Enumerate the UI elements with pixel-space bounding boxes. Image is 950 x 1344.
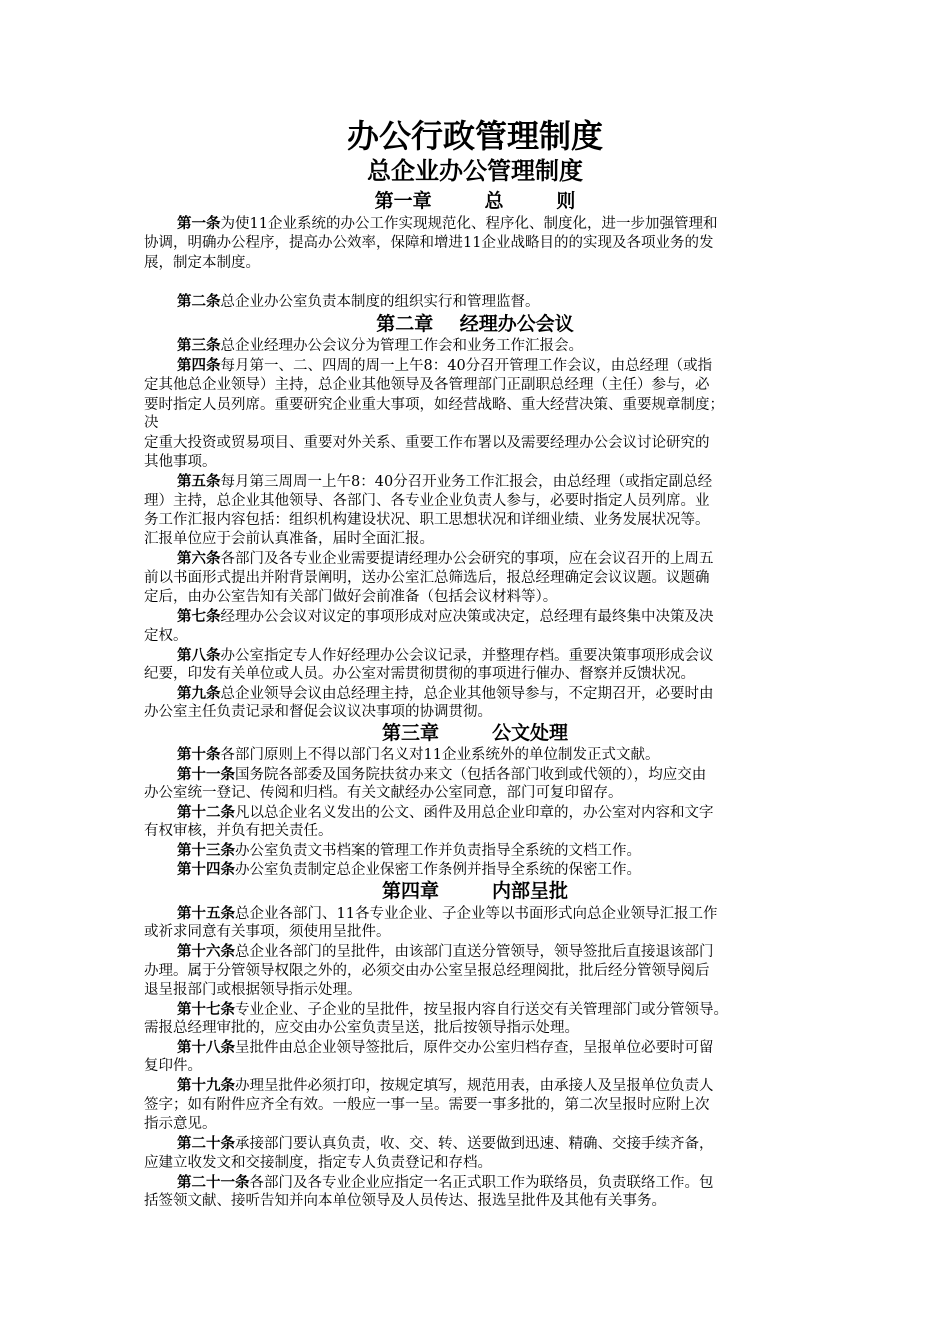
article-label: 第五条 bbox=[177, 473, 221, 490]
article-label: 第十六条 bbox=[177, 943, 235, 960]
article-label: 第十七条 bbox=[177, 1001, 235, 1018]
article-16-line-2: 办理。属于分管领导权限之外的，必须交由办公室呈报总经理阅批，批后经分管领导阅后 bbox=[144, 963, 710, 979]
article-7-line-1: 第七条经理办公会议对议定的事项形成对应决策或决定，总经理有最终集中决策及决 bbox=[177, 608, 714, 625]
article-4-line-2: 定其他总企业领导）主持，总企业其他领导及各管理部门正副职总经理（主任）参与，必 bbox=[144, 377, 710, 393]
document-title: 办公行政管理制度 bbox=[346, 117, 603, 155]
article-label: 第八条 bbox=[177, 647, 221, 664]
article-label: 第十九条 bbox=[177, 1077, 235, 1094]
article-3-line-1: 第三条总企业经理办公会议分为管理工作会和业务工作汇报会。 bbox=[177, 337, 583, 354]
article-label: 第十条 bbox=[177, 746, 221, 763]
article-label: 第十三条 bbox=[177, 842, 235, 859]
article-4-line-6: 其他事项。 bbox=[144, 454, 217, 470]
article-label: 第十一条 bbox=[177, 766, 235, 783]
article-6-line-3: 定后，由办公室告知有关部门做好会前准备（包括会议材料等）。 bbox=[144, 589, 558, 605]
article-1-line-2: 协调，明确办公程序，提高办公效率，保障和增进11企业战略目的的实现及各项业务的发 bbox=[144, 235, 714, 251]
chapter-heading-3: 第三章 公文处理 bbox=[382, 722, 568, 744]
article-label: 第六条 bbox=[177, 550, 221, 567]
article-18-line-2: 复印件。 bbox=[144, 1058, 202, 1074]
article-17-line-1: 第十七条专业企业、子企业的呈批件，按呈报内容自行送交有关管理部门或分管领导。 bbox=[177, 1001, 728, 1018]
article-label: 第十八条 bbox=[177, 1039, 235, 1056]
article-1-line-1: 第一条为使11企业系统的办公工作实现规范化、程序化、制度化，进一步加强管理和 bbox=[177, 215, 718, 232]
article-16-line-1: 第十六条总企业各部门的呈批件，由该部门直送分管领导，领导签批后直接退该部门 bbox=[177, 943, 714, 960]
chapter-heading-2: 第二章 经理办公会议 bbox=[376, 313, 574, 335]
article-5-line-1: 第五条每月第三周周一上午8：40分召开业务工作汇报会，由总经理（或指定副总经 bbox=[177, 473, 713, 490]
article-label: 第七条 bbox=[177, 608, 221, 625]
article-20-line-2: 应建立收发文和交接制度，指定专人负责登记和存档。 bbox=[144, 1155, 492, 1171]
article-4-line-5: 定重大投资或贸易项目、重要对外关系、重要工作布署以及需要经理办公会议讨论研究的 bbox=[144, 435, 710, 451]
article-9-line-2: 办公室主任负责记录和督促会议议决事项的协调贯彻。 bbox=[144, 704, 492, 720]
article-19-line-3: 指示意见。 bbox=[144, 1116, 217, 1132]
article-15-line-1: 第十五条总企业各部门、11各专业企业、子企业等以书面形式向总企业领导汇报工作 bbox=[177, 905, 718, 922]
article-4-line-4: 决 bbox=[144, 415, 159, 431]
article-label: 第二十一条 bbox=[177, 1174, 250, 1191]
chapter-heading-4: 第四章 内部呈批 bbox=[382, 880, 568, 902]
article-12-line-1: 第十二条凡以总企业名义发出的公文、函件及用总企业印章的，办公室对内容和文字 bbox=[177, 804, 714, 821]
article-20-line-1: 第二十条承接部门要认真负责，收、交、转、送要做到迅速、精确、交接手续齐备， bbox=[177, 1135, 714, 1152]
article-19-line-1: 第十九条办理呈批件必须打印，按规定填写，规范用表，由承接人及呈报单位负责人 bbox=[177, 1077, 714, 1094]
article-14-line-1: 第十四条办公室负责制定总企业保密工作条例并指导全系统的保密工作。 bbox=[177, 861, 641, 878]
article-16-line-3: 退呈报部门或根据领导指示处理。 bbox=[144, 982, 362, 998]
article-label: 第十五条 bbox=[177, 905, 235, 922]
article-15-line-2: 或祈求同意有关事项，须使用呈批件。 bbox=[144, 924, 391, 940]
chapter-heading-1: 第一章 总 则 bbox=[374, 190, 576, 212]
article-8-line-1: 第八条办公室指定专人作好经理办公会议记录，并整理存档。重要决策事项形成会议 bbox=[177, 647, 714, 664]
article-label: 第二十条 bbox=[177, 1135, 235, 1152]
document-subtitle: 总企业办公管理制度 bbox=[367, 157, 583, 185]
article-19-line-2: 签字；如有附件应齐全有效。一般应一事一呈。需要一事多批的，第二次呈报时应附上次 bbox=[144, 1097, 710, 1113]
article-5-line-3: 务工作汇报内容包括：组织机构建设状况、职工思想状况和详细业绩、业务发展状况等。 bbox=[144, 512, 710, 528]
article-11-line-2: 办公室统一登记、传阅和归档。有关文献经办公室同意，部门可复印留存。 bbox=[144, 785, 623, 801]
article-5-line-2: 理）主持，总企业其他领导、各部门、各专业企业负责人参与，必要时指定人员列席。业 bbox=[144, 493, 710, 509]
article-6-line-1: 第六条各部门及各专业企业需要提请经理办公会研究的事项，应在会议召开的上周五 bbox=[177, 550, 714, 567]
article-18-line-1: 第十八条呈批件由总企业领导签批后，原件交办公室归档存查，呈报单位必要时可留 bbox=[177, 1039, 714, 1056]
article-4-line-1: 第四条每月第一、二、四周的周一上午8：40分召开管理工作会议，由总经理（或指 bbox=[177, 357, 713, 374]
article-13-line-1: 第十三条办公室负责文书档案的管理工作并负责指导全系统的文档工作。 bbox=[177, 842, 641, 859]
article-12-line-2: 有权审核，并负有把关责任。 bbox=[144, 823, 333, 839]
article-10-line-1: 第十条各部门原则上不得以部门名义对11企业系统外的单位制发正式文献。 bbox=[177, 746, 660, 763]
article-2-line-1: 第二条总企业办公室负责本制度的组织实行和管理监督。 bbox=[177, 293, 540, 310]
article-21-line-1: 第二十一条各部门及各专业企业应指定一名正式职工作为联络员，负责联络工作。包 bbox=[177, 1174, 714, 1191]
article-label: 第二条 bbox=[177, 293, 221, 310]
article-8-line-2: 纪要，印发有关单位或人员。办公室对需贯彻贯彻的事项进行催办、督察并反馈状况。 bbox=[144, 666, 695, 682]
article-label: 第三条 bbox=[177, 337, 221, 354]
article-label: 第一条 bbox=[177, 215, 221, 232]
article-5-line-4: 汇报单位应于会前认真准备，届时全面汇报。 bbox=[144, 531, 434, 547]
article-label: 第九条 bbox=[177, 685, 221, 702]
article-label: 第十四条 bbox=[177, 861, 235, 878]
article-6-line-2: 前以书面形式提出并附背景阐明，送办公室汇总筛选后，报总经理确定会议议题。议题确 bbox=[144, 570, 710, 586]
article-7-line-2: 定权。 bbox=[144, 628, 188, 644]
article-4-line-3: 要时指定人员列席。重要研究企业重大事项，如经营战略、重大经营决策、重要规章制度； bbox=[144, 397, 724, 413]
article-21-line-2: 括签领文献、接听告知并向本单位领导及人员传达、报选呈批件及其他有关事务。 bbox=[144, 1193, 666, 1209]
article-1-line-3: 展，制定本制度。 bbox=[144, 255, 260, 271]
article-label: 第十二条 bbox=[177, 804, 235, 821]
article-9-line-1: 第九条总企业领导会议由总经理主持，总企业其他领导参与，不定期召开，必要时由 bbox=[177, 685, 714, 702]
article-17-line-2: 需报总经理审批的，应交由办公室负责呈送，批后按领导指示处理。 bbox=[144, 1020, 579, 1036]
article-label: 第四条 bbox=[177, 357, 221, 374]
article-11-line-1: 第十一条国务院各部委及国务院扶贫办来文（包括各部门收到或代领的），均应交由 bbox=[177, 766, 707, 783]
